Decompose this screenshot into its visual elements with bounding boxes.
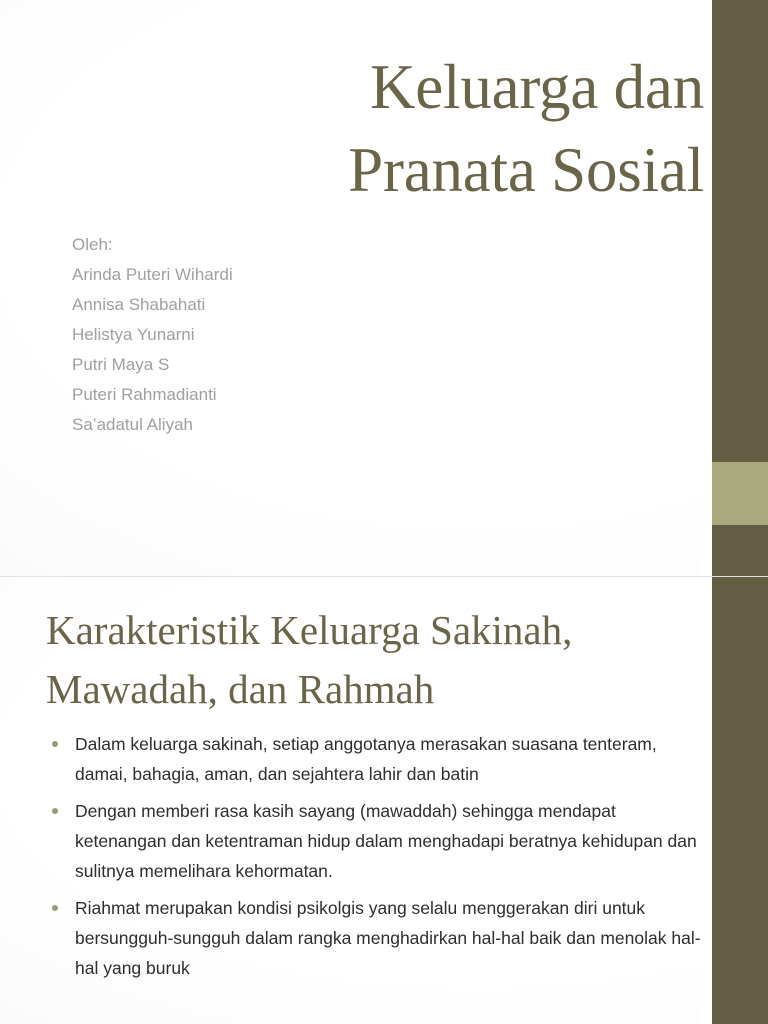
bullet-dot-icon bbox=[52, 905, 58, 911]
content-slide-heading-line-2: Mawadah, dan Rahmah bbox=[46, 666, 435, 713]
page-title-line-1: Keluarga dan bbox=[369, 52, 704, 122]
author-name: Sa’adatul Aliyah bbox=[72, 415, 193, 434]
bullet-list-item bbox=[48, 893, 704, 983]
bullet-dot-icon bbox=[52, 808, 58, 814]
author-name: Arinda Puteri Wihardi bbox=[72, 265, 233, 284]
bullet-dot-icon bbox=[52, 741, 58, 747]
content-slide bbox=[0, 576, 768, 1024]
bullet-list-item bbox=[48, 729, 704, 789]
byline bbox=[72, 230, 472, 440]
author-name: Puteri Rahmadianti bbox=[72, 385, 217, 404]
bullet-text: Dalam keluarga sakinah, setiap anggotanya merasakan suasana tenteram, damai, bahagia, aman, dan sejahtera lahir dan batin bbox=[75, 734, 657, 784]
page-title-line-2: Pranata Sosial bbox=[348, 135, 704, 206]
bullet-text: Dengan memberi rasa kasih sayang (mawaddah) sehingga mendapat ketenangan dan ketentraman hidup dalam menghadapi beratnya kehidupan dan sulitnya memelihara kehormatan. bbox=[75, 801, 697, 881]
content-slide-heading-line-1: Karakteristik Keluarga Sakinah, bbox=[46, 607, 573, 653]
byline-label: Oleh: bbox=[72, 235, 113, 254]
author-name: Putri Maya S bbox=[72, 355, 170, 374]
author-name: Annisa Shabahati bbox=[72, 295, 206, 314]
page-title bbox=[180, 46, 704, 212]
bullet-text: Riahmat merupakan kondisi psikolgis yang selalu menggerakan diri untuk bersungguh-sungguh dalam rangka menghadirkan hal-hal baik dan menolak hal-hal yang buruk bbox=[75, 898, 701, 978]
title-slide-sidebar-accent-block bbox=[712, 462, 768, 525]
content-slide-heading bbox=[46, 601, 688, 720]
content-slide-sidebar bbox=[712, 577, 768, 1024]
bullet-list-item bbox=[48, 796, 704, 886]
author-name: Helistya Yunarni bbox=[72, 325, 195, 344]
bullet-list bbox=[48, 729, 704, 990]
